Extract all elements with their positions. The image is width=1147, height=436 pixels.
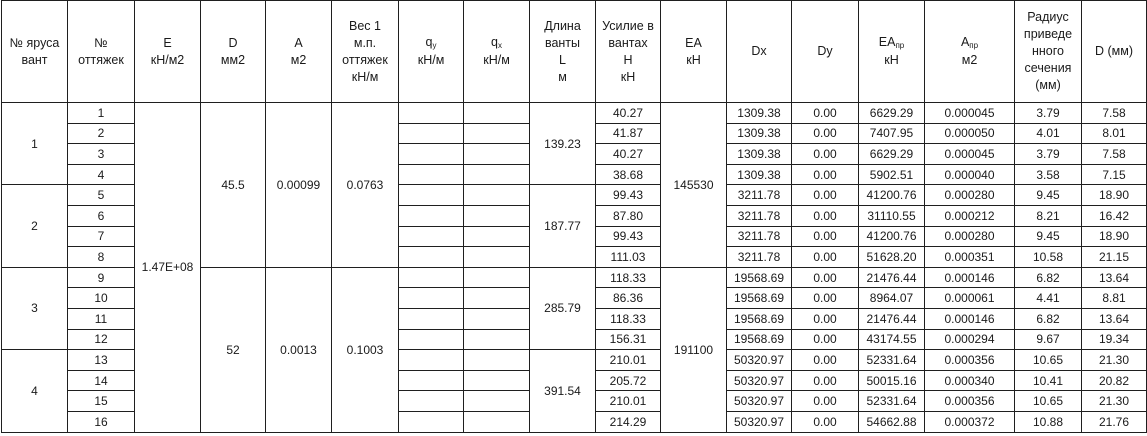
cable-length: 187.77 <box>530 185 596 267</box>
eapr-value: 43174.55 <box>859 329 925 350</box>
qx-cell <box>464 329 530 350</box>
apr-value: 0.000050 <box>925 123 1015 144</box>
qy-cell <box>399 226 464 247</box>
dy-value: 0.00 <box>792 103 859 124</box>
header-EA: EA кН <box>661 1 727 103</box>
diameter-mm-value: 7.58 <box>1082 103 1147 124</box>
qx-cell <box>464 205 530 226</box>
qx-cell <box>464 288 530 309</box>
radius-value: 10.65 <box>1015 350 1082 371</box>
cable-force: 41.87 <box>596 123 661 144</box>
diameter-mm-value: 21.30 <box>1082 391 1147 412</box>
header-num: № оттяжек <box>68 1 135 103</box>
dy-value: 0.00 <box>792 164 859 185</box>
header-weight: Вес 1 м.п. оттяжек кН/м <box>332 1 399 103</box>
header-length: Длина ванты L м <box>530 1 596 103</box>
header-E: E кН/м2 <box>135 1 201 103</box>
diameter-mm-value: 7.15 <box>1082 164 1147 185</box>
dx-value: 3211.78 <box>727 226 792 247</box>
cable-number: 3 <box>68 144 135 165</box>
radius-value: 6.82 <box>1015 267 1082 288</box>
apr-value: 0.000146 <box>925 267 1015 288</box>
tier-label: 3 <box>2 267 68 349</box>
qy-cell <box>399 350 464 371</box>
eapr-value: 6629.29 <box>859 103 925 124</box>
cable-number: 13 <box>68 350 135 371</box>
diameter-mm-value: 18.90 <box>1082 185 1147 206</box>
qy-cell <box>399 247 464 268</box>
apr-value: 0.000356 <box>925 350 1015 371</box>
cable-number: 6 <box>68 205 135 226</box>
eapr-value: 8964.07 <box>859 288 925 309</box>
cable-number: 1 <box>68 103 135 124</box>
radius-value: 6.82 <box>1015 308 1082 329</box>
apr-value: 0.000372 <box>925 411 1015 432</box>
apr-value: 0.000351 <box>925 247 1015 268</box>
diameter-mm-value: 21.15 <box>1082 247 1147 268</box>
header-row <box>2 1 1147 103</box>
dx-value: 19568.69 <box>727 288 792 309</box>
qx-cell <box>464 308 530 329</box>
header-qx: $q_x$ кН/м <box>464 1 530 103</box>
radius-value: 3.79 <box>1015 144 1082 165</box>
tier-label: 1 <box>2 103 68 185</box>
qy-cell <box>399 288 464 309</box>
apr-value: 0.000045 <box>925 144 1015 165</box>
dy-value: 0.00 <box>792 185 859 206</box>
header-tier: № яруса вант <box>2 1 68 103</box>
header-Dmm: D (мм) <box>1082 1 1147 103</box>
radius-value: 10.41 <box>1015 370 1082 391</box>
header-Dx: Dx <box>727 1 792 103</box>
cable-force: 156.31 <box>596 329 661 350</box>
qx-cell <box>464 164 530 185</box>
cable-number: 11 <box>68 308 135 329</box>
qx-cell <box>464 103 530 124</box>
dy-value: 0.00 <box>792 247 859 268</box>
dx-value: 1309.38 <box>727 164 792 185</box>
qx-cell <box>464 123 530 144</box>
dy-value: 0.00 <box>792 288 859 309</box>
dx-value: 3211.78 <box>727 205 792 226</box>
apr-value: 0.000045 <box>925 103 1015 124</box>
diameter-mm-value: 20.82 <box>1082 370 1147 391</box>
cable-length: 391.54 <box>530 350 596 432</box>
cable-number: 15 <box>68 391 135 412</box>
qy-cell <box>399 308 464 329</box>
apr-value: 0.000294 <box>925 329 1015 350</box>
tier-label: 2 <box>2 185 68 267</box>
eapr-value: 5902.51 <box>859 164 925 185</box>
dx-value: 3211.78 <box>727 185 792 206</box>
diameter-mm-value: 21.76 <box>1082 411 1147 432</box>
qy-cell <box>399 123 464 144</box>
weight-per-meter: 0.0763 <box>332 103 399 268</box>
dx-value: 19568.69 <box>727 308 792 329</box>
cable-length: 285.79 <box>530 267 596 349</box>
qy-cell <box>399 164 464 185</box>
apr-value: 0.000340 <box>925 370 1015 391</box>
qx-cell <box>464 391 530 412</box>
radius-value: 10.58 <box>1015 247 1082 268</box>
radius-value: 4.01 <box>1015 123 1082 144</box>
dx-value: 50320.97 <box>727 350 792 371</box>
dy-value: 0.00 <box>792 350 859 371</box>
header-A: A м2 <box>266 1 332 103</box>
dx-value: 50320.97 <box>727 411 792 432</box>
cable-force: 40.27 <box>596 103 661 124</box>
eapr-value: 7407.95 <box>859 123 925 144</box>
eapr-value: 41200.76 <box>859 185 925 206</box>
radius-value: 8.21 <box>1015 205 1082 226</box>
eapr-value: 51628.20 <box>859 247 925 268</box>
diameter-mm-value: 19.34 <box>1082 329 1147 350</box>
header-force: Усилие в вантах H кН <box>596 1 661 103</box>
qy-cell <box>399 103 464 124</box>
diameter-mm-value: 8.81 <box>1082 288 1147 309</box>
weight-per-meter: 0.1003 <box>332 267 399 432</box>
cable-force: 99.43 <box>596 226 661 247</box>
header-Dy: Dy <box>792 1 859 103</box>
cable-force: 86.36 <box>596 288 661 309</box>
qy-cell <box>399 144 464 165</box>
cable-number: 9 <box>68 267 135 288</box>
header-qy: $q_y$ кН/м <box>399 1 464 103</box>
cable-number: 10 <box>68 288 135 309</box>
cable-force: 40.27 <box>596 144 661 165</box>
eapr-value: 52331.64 <box>859 391 925 412</box>
eapr-value: 54662.88 <box>859 411 925 432</box>
diameter-mm-value: 7.58 <box>1082 144 1147 165</box>
cable-number: 5 <box>68 185 135 206</box>
qy-cell <box>399 205 464 226</box>
eapr-value: 21476.44 <box>859 267 925 288</box>
apr-value: 0.000146 <box>925 308 1015 329</box>
dx-value: 1309.38 <box>727 103 792 124</box>
diameter-mm-value: 21.30 <box>1082 350 1147 371</box>
diameter-mm-value: 16.42 <box>1082 205 1147 226</box>
dx-value: 19568.69 <box>727 267 792 288</box>
diameter-mm-value: 13.64 <box>1082 308 1147 329</box>
cable-force: 118.33 <box>596 267 661 288</box>
cable-force: 210.01 <box>596 391 661 412</box>
cable-number: 7 <box>68 226 135 247</box>
cable-force: 214.29 <box>596 411 661 432</box>
qy-cell <box>399 185 464 206</box>
table-row <box>2 103 1147 124</box>
radius-value: 9.67 <box>1015 329 1082 350</box>
qx-cell <box>464 350 530 371</box>
header-Apr: $A_{пр}$ м2 <box>925 1 1015 103</box>
eapr-value: 52331.64 <box>859 350 925 371</box>
apr-value: 0.000040 <box>925 164 1015 185</box>
apr-value: 0.000356 <box>925 391 1015 412</box>
qx-cell <box>464 226 530 247</box>
eapr-value: 41200.76 <box>859 226 925 247</box>
header-radius: Радиус приведе нного сечения (мм) <box>1015 1 1082 103</box>
apr-value: 0.000212 <box>925 205 1015 226</box>
dx-value: 50320.97 <box>727 391 792 412</box>
stiffness-EA: 191100 <box>661 267 727 432</box>
modulus-E: 1.47E+08 <box>135 103 201 433</box>
dx-value: 1309.38 <box>727 123 792 144</box>
apr-value: 0.000280 <box>925 226 1015 247</box>
dy-value: 0.00 <box>792 226 859 247</box>
radius-value: 4.41 <box>1015 288 1082 309</box>
qx-cell <box>464 411 530 432</box>
cable-force: 118.33 <box>596 308 661 329</box>
dy-value: 0.00 <box>792 370 859 391</box>
cable-force: 87.80 <box>596 205 661 226</box>
dy-value: 0.00 <box>792 267 859 288</box>
tier-label: 4 <box>2 350 68 432</box>
cable-force: 205.72 <box>596 370 661 391</box>
qy-cell <box>399 370 464 391</box>
cable-number: 16 <box>68 411 135 432</box>
dx-value: 3211.78 <box>727 247 792 268</box>
apr-value: 0.000061 <box>925 288 1015 309</box>
cable-data-table <box>1 0 1147 433</box>
qy-cell <box>399 329 464 350</box>
qx-cell <box>464 144 530 165</box>
dy-value: 0.00 <box>792 205 859 226</box>
dy-value: 0.00 <box>792 144 859 165</box>
radius-value: 3.58 <box>1015 164 1082 185</box>
dx-value: 50320.97 <box>727 370 792 391</box>
qx-cell <box>464 185 530 206</box>
cable-number: 4 <box>68 164 135 185</box>
dy-value: 0.00 <box>792 411 859 432</box>
cable-number: 2 <box>68 123 135 144</box>
diameter-D: 52 <box>201 267 266 432</box>
cable-force: 111.03 <box>596 247 661 268</box>
apr-value: 0.000280 <box>925 185 1015 206</box>
cable-number: 12 <box>68 329 135 350</box>
cable-number: 14 <box>68 370 135 391</box>
dy-value: 0.00 <box>792 391 859 412</box>
dy-value: 0.00 <box>792 308 859 329</box>
cable-force: 210.01 <box>596 350 661 371</box>
dx-value: 1309.38 <box>727 144 792 165</box>
radius-value: 9.45 <box>1015 226 1082 247</box>
qy-cell <box>399 267 464 288</box>
eapr-value: 50015.16 <box>859 370 925 391</box>
area-A: 0.00099 <box>266 103 332 268</box>
diameter-mm-value: 18.90 <box>1082 226 1147 247</box>
header-EApr: $EA_{пр}$ кН <box>859 1 925 103</box>
eapr-value: 21476.44 <box>859 308 925 329</box>
area-A: 0.0013 <box>266 267 332 432</box>
qx-cell <box>464 370 530 391</box>
diameter-mm-value: 13.64 <box>1082 267 1147 288</box>
cable-length: 139.23 <box>530 103 596 185</box>
qx-cell <box>464 247 530 268</box>
diameter-mm-value: 8.01 <box>1082 123 1147 144</box>
qy-cell <box>399 391 464 412</box>
dx-value: 19568.69 <box>727 329 792 350</box>
dy-value: 0.00 <box>792 329 859 350</box>
radius-value: 3.79 <box>1015 103 1082 124</box>
cable-number: 8 <box>68 247 135 268</box>
radius-value: 9.45 <box>1015 185 1082 206</box>
diameter-D: 45.5 <box>201 103 266 268</box>
stiffness-EA: 145530 <box>661 103 727 268</box>
radius-value: 10.65 <box>1015 391 1082 412</box>
radius-value: 10.88 <box>1015 411 1082 432</box>
qx-cell <box>464 267 530 288</box>
eapr-value: 31110.55 <box>859 205 925 226</box>
qy-cell <box>399 411 464 432</box>
dy-value: 0.00 <box>792 123 859 144</box>
eapr-value: 6629.29 <box>859 144 925 165</box>
cable-force: 99.43 <box>596 185 661 206</box>
header-D: D мм2 <box>201 1 266 103</box>
cable-force: 38.68 <box>596 164 661 185</box>
